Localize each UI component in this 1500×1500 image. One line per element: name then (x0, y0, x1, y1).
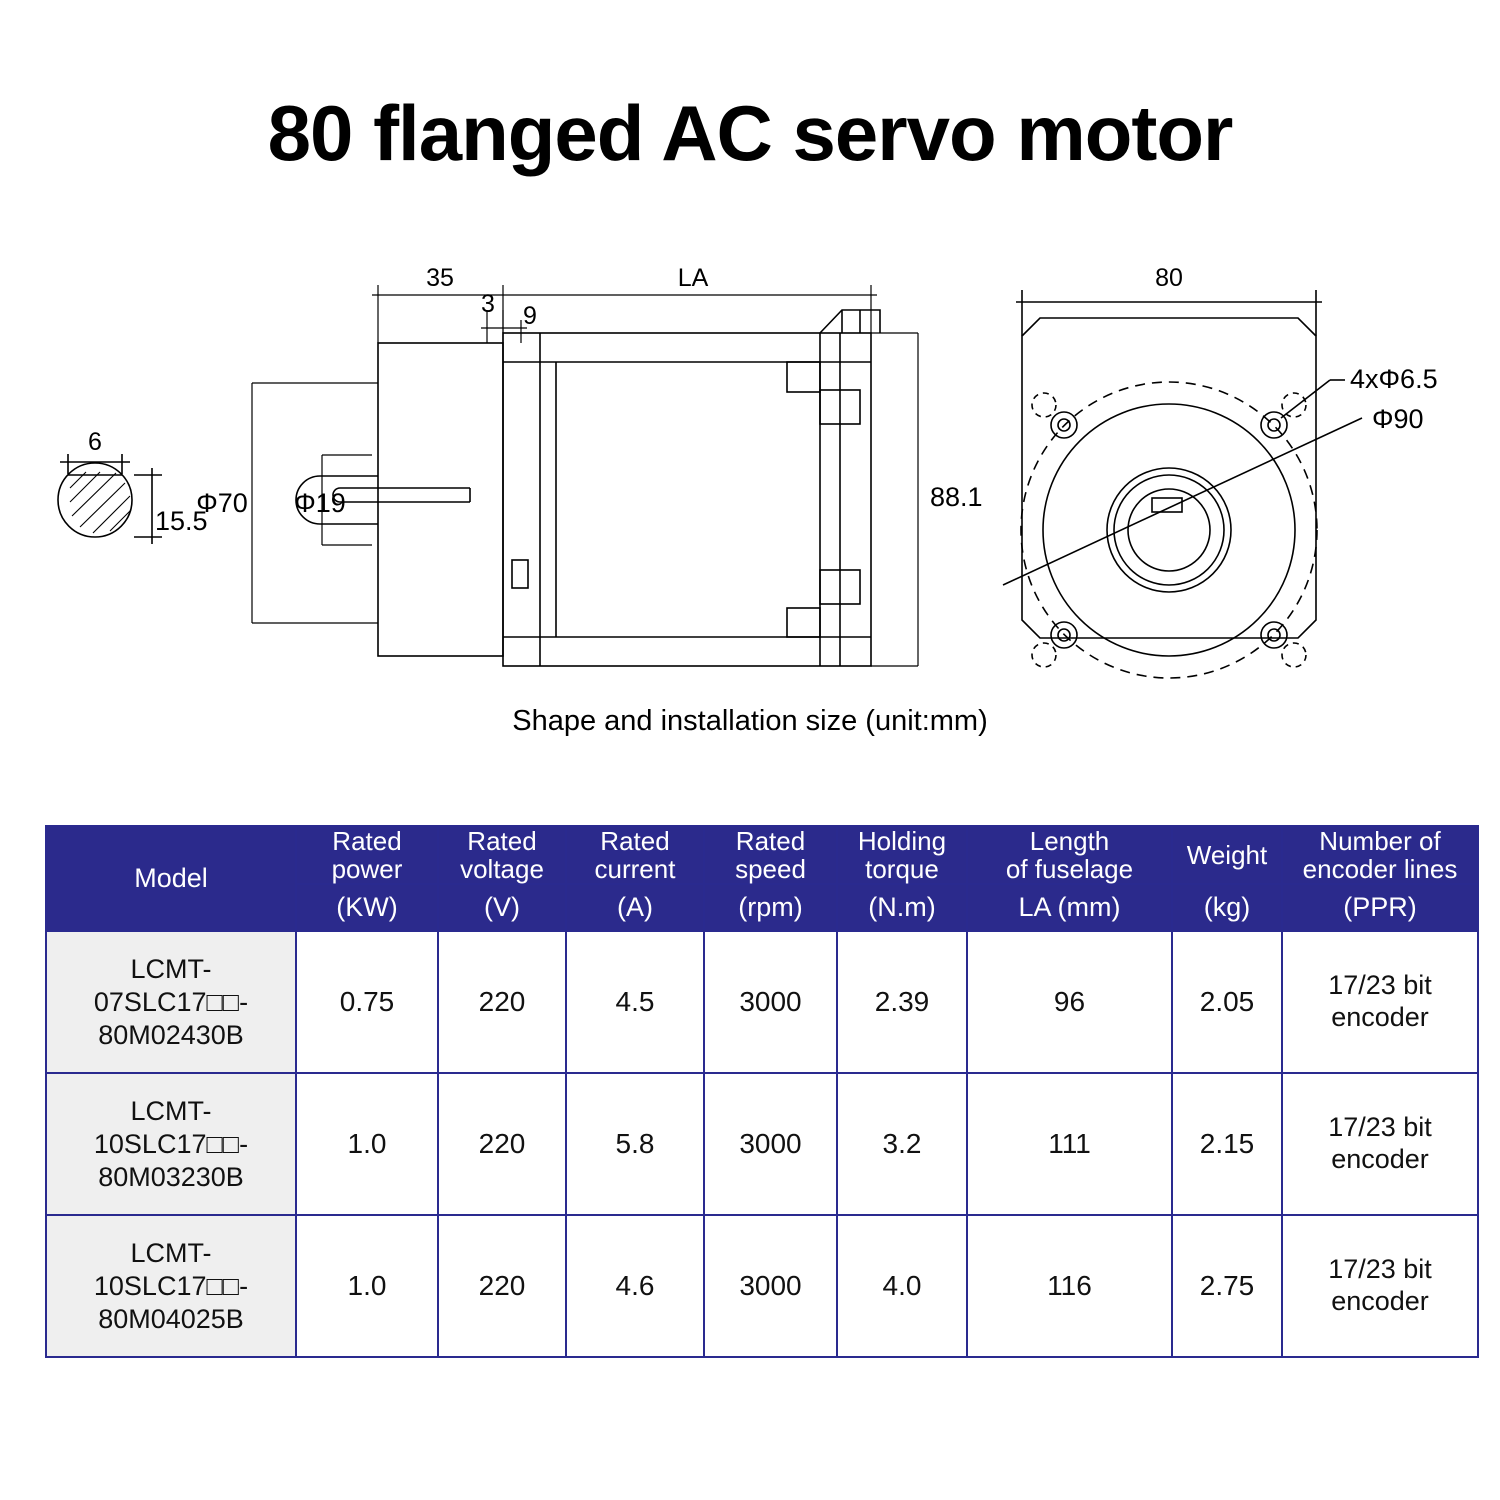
cell-current: 4.5 (566, 931, 704, 1073)
unit-length: LA (mm) (967, 884, 1172, 931)
model-line1: LCMT- (130, 1237, 212, 1268)
table-row (46, 931, 1478, 1073)
header-rated-current (566, 826, 704, 884)
header-rated-current-line1: Rated (600, 826, 670, 856)
unit-speed: (rpm) (704, 884, 837, 931)
header-encoder-line1: Number of (1319, 826, 1441, 856)
dim-3-label: 3 (481, 290, 495, 318)
cell-encoder (1282, 931, 1478, 1073)
unit-current: (A) (566, 884, 704, 931)
cell-weight: 2.75 (1172, 1215, 1282, 1357)
cell-length: 96 (967, 931, 1172, 1073)
cell-encoder (1282, 1215, 1478, 1357)
header-encoder-line2: encoder lines (1302, 854, 1458, 885)
side-view (296, 310, 880, 666)
cell-current: 4.6 (566, 1215, 704, 1357)
unit-voltage: (V) (438, 884, 566, 931)
dim-phi90-label: Φ90 (1372, 404, 1424, 434)
header-rated-speed-line2: speed (735, 854, 806, 885)
unit-power: (KW) (296, 884, 438, 931)
cell-power: 1.0 (296, 1073, 438, 1215)
drawing-caption: Shape and installation size (unit:mm) (512, 705, 988, 737)
header-holding-torque (837, 826, 967, 884)
header-rated-speed (704, 826, 837, 884)
model-line3: 80M04025B (98, 1303, 244, 1334)
encoder-line1: 17/23 bit (1328, 1254, 1432, 1285)
header-length (967, 826, 1172, 884)
cell-power: 1.0 (296, 1215, 438, 1357)
header-holding-torque-line1: Holding (857, 826, 947, 856)
front-view (1003, 290, 1362, 678)
header-encoder (1282, 826, 1478, 884)
unit-torque: (N.m) (837, 884, 967, 931)
table-row (46, 1073, 1478, 1215)
header-rated-power (296, 826, 438, 884)
header-length-line2: of fuselage (1005, 854, 1134, 885)
cell-encoder (1282, 1073, 1478, 1215)
model-line2: 10SLC17□□- (93, 1128, 249, 1159)
spec-table (45, 825, 1479, 1358)
cell-model (46, 1215, 296, 1357)
cell-torque: 4.0 (837, 1215, 967, 1357)
dim-88-1-label: 88.1 (930, 482, 983, 512)
cell-speed: 3000 (704, 1215, 837, 1357)
dim-la-label: LA (677, 264, 709, 292)
encoder-line2: encoder (1331, 1002, 1429, 1033)
cell-speed: 3000 (704, 1073, 837, 1215)
model-line3: 80M03230B (98, 1161, 244, 1192)
header-rated-speed-line1: Rated (735, 826, 806, 856)
cell-voltage: 220 (438, 1073, 566, 1215)
technical-drawing (0, 240, 1500, 700)
cell-voltage: 220 (438, 931, 566, 1073)
dim-6-label: 6 (88, 428, 102, 456)
cell-model (46, 931, 296, 1073)
model-line1: LCMT- (130, 1095, 212, 1126)
table-row (46, 1215, 1478, 1357)
unit-encoder: (PPR) (1282, 884, 1478, 931)
cell-torque: 2.39 (837, 931, 967, 1073)
model-line1: LCMT- (130, 953, 212, 984)
header-rated-power-line1: Rated (332, 826, 402, 856)
dim-phi19-label: Φ19 (294, 488, 346, 518)
table-header-row-1 (46, 826, 1478, 884)
header-holding-torque-line2: torque (865, 854, 939, 885)
cell-voltage: 220 (438, 1215, 566, 1357)
cell-speed: 3000 (704, 931, 837, 1073)
cell-length: 111 (967, 1073, 1172, 1215)
shaft-section (58, 454, 162, 544)
cell-length: 116 (967, 1215, 1172, 1357)
dim-35-label: 35 (426, 264, 454, 292)
header-model: Model (46, 826, 296, 931)
dim-4xphi6-5-label: 4xΦ6.5 (1350, 364, 1438, 394)
model-line3: 80M02430B (98, 1019, 244, 1050)
cell-power: 0.75 (296, 931, 438, 1073)
cell-weight: 2.15 (1172, 1073, 1282, 1215)
cell-weight: 2.05 (1172, 931, 1282, 1073)
encoder-line1: 17/23 bit (1328, 1112, 1432, 1143)
header-rated-voltage-line1: Rated (467, 826, 537, 856)
encoder-line2: encoder (1331, 1286, 1429, 1317)
dim-15-5-label: 15.5 (155, 506, 208, 536)
header-weight: Weight (1172, 826, 1282, 884)
encoder-line2: encoder (1331, 1144, 1429, 1175)
spec-table-wrapper (45, 825, 1457, 1358)
page-title: 80 flanged AC servo motor (267, 89, 1233, 177)
drawing-svg (0, 240, 1500, 700)
cell-model (46, 1073, 296, 1215)
unit-weight: (kg) (1172, 884, 1282, 931)
header-rated-voltage-line2: voltage (460, 854, 544, 885)
encoder-line1: 17/23 bit (1328, 970, 1432, 1001)
cell-current: 5.8 (566, 1073, 704, 1215)
model-line2: 07SLC17□□- (93, 986, 249, 1017)
dim-phi70-label: Φ70 (196, 488, 248, 518)
header-rated-power-line2: power (331, 854, 403, 885)
header-rated-voltage (438, 826, 566, 884)
cell-torque: 3.2 (837, 1073, 967, 1215)
dim-80-label: 80 (1155, 264, 1183, 292)
model-line2: 10SLC17□□- (93, 1270, 249, 1301)
header-length-line1: Length (1029, 826, 1110, 856)
header-rated-current-line2: current (594, 854, 676, 885)
dim-9-label: 9 (523, 302, 537, 330)
